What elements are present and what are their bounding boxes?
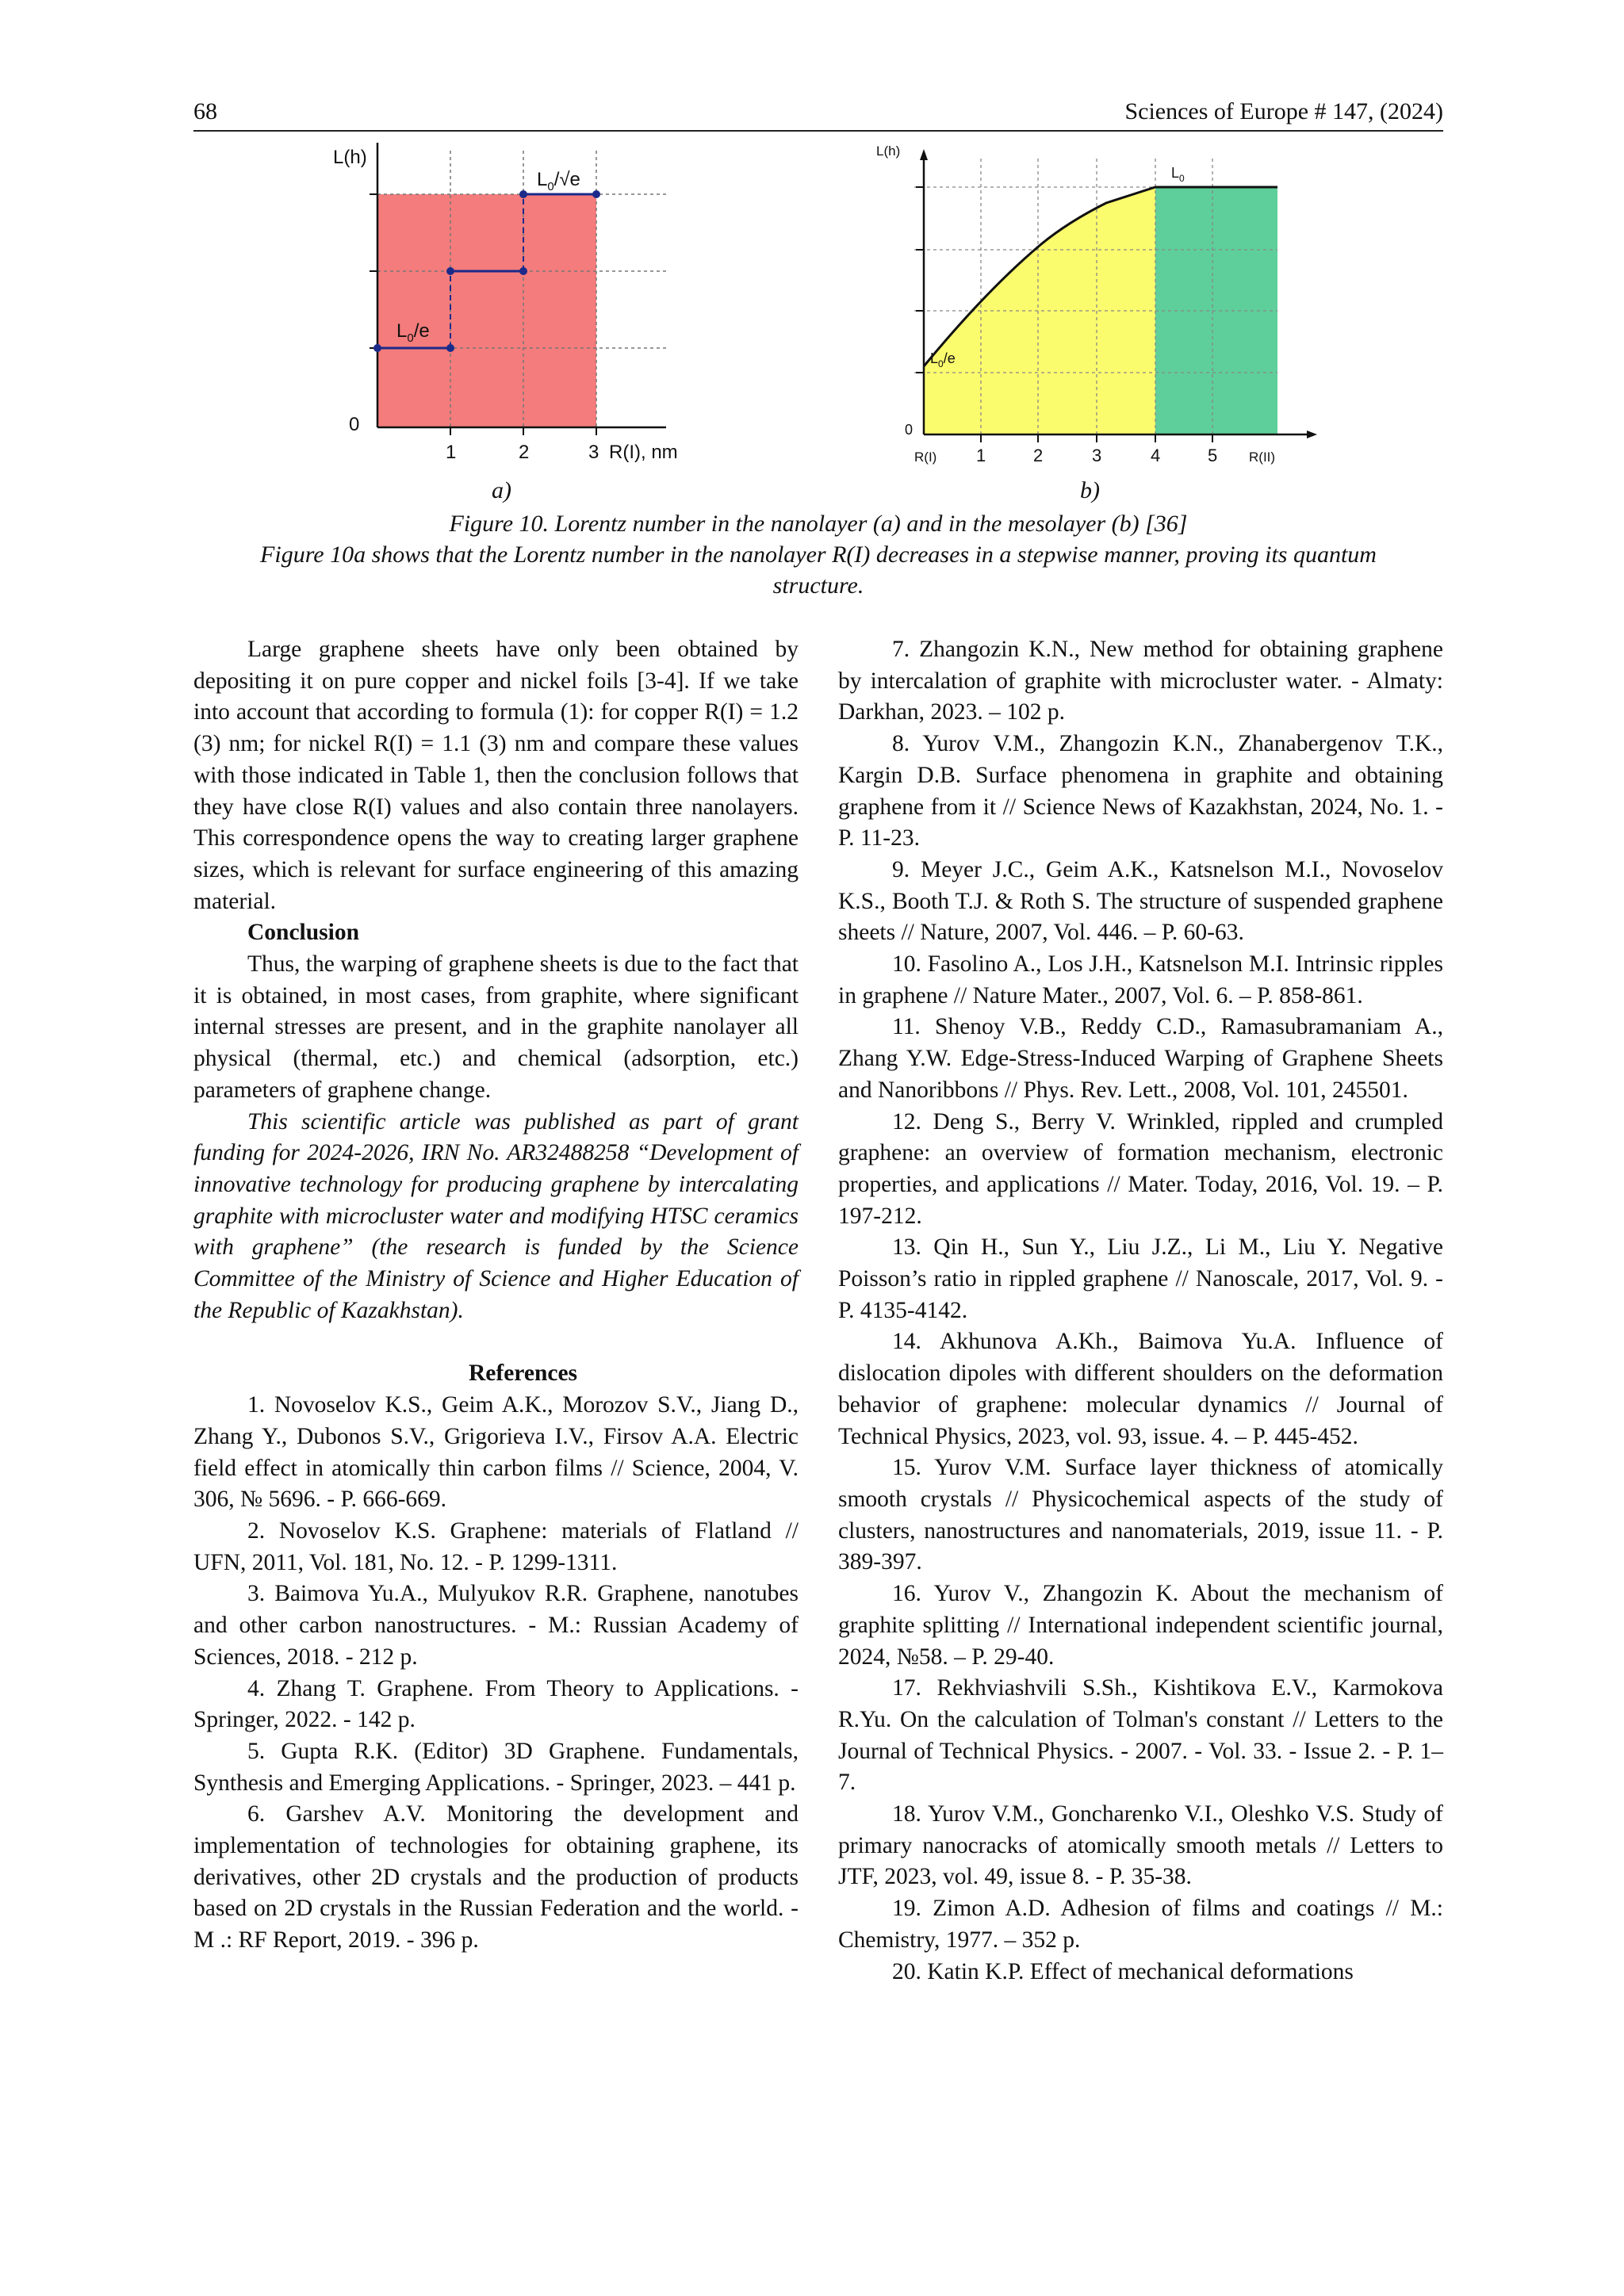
reference-item: 18. Yurov V.M., Goncharenko V.I., Oleshko V.S. Study of primary nanocracks of atomically smooth metals // Letters to JTF, 2023, vol. 49, issue 8. - P. 35-38. xyxy=(838,1801,1443,1890)
svg-text:L(h) xyxy=(333,147,367,168)
fig-b-label-low: $L_0/e$ xyxy=(930,350,956,369)
reference-item: 7. Zhangozin K.N., New method for obtaining graphene by intercalation of graphite with microcluster water. - Almaty: Darkhan, 2023. – 102 p. xyxy=(838,637,1443,725)
paragraph-funding: This scientific article was published as part of grant funding for 2024-2026, IRN No. AR32488258 “Development of innovative technology for producing graphene by intercalating graphite with microcluster water and modifying HTSC ceramics with graphene” (the research is funded by the Science Committee of the Ministry of Science and Higher Education of the Republic of Kazakhstan). xyxy=(193,1108,799,1323)
fig-b-tick-2: 2 xyxy=(1033,446,1044,465)
reference-item: 16. Yurov V., Zhangozin K. About the mechanism of graphite splitting // International independent scientific journal, 2024, №58. – P. 29-40. xyxy=(838,1581,1443,1670)
reference-item: 12. Deng S., Berry V. Wrinkled, rippled and crumpled graphene: an overview of formation mechanism, electronic properties, and applications // Mater. Today, 2016, Vol. 19. – P. 197-212. xyxy=(838,1108,1443,1229)
fig-a-tick-1: 1 xyxy=(446,442,457,463)
left-column xyxy=(193,634,799,1957)
fig-a-label-high: $L_0/√e$ xyxy=(537,169,580,193)
paragraph-1: Large graphene sheets have only been obtained by depositing it on pure copper and nickel foils [3-4]. If we take into account that according to formula (1): for copper R(I) = 1.2 (3) nm; for nickel R(I) = 1.1 (3) nm and compare these values with those indicated in Table 1, then the conclusion follows that they have close R(I) values and also contain three nanolayers. This correspondence opens the way to creating larger graphene sizes, which is relevant for surface engineering of this amazing material. xyxy=(193,637,799,914)
figure-10a-svg xyxy=(317,143,730,476)
journal-title: Sciences of Europe # 147, (2024) xyxy=(1124,98,1443,124)
fig-a-x-axis-label: R(I), nm xyxy=(609,442,678,463)
figure-10b-svg xyxy=(876,143,1320,476)
reference-item: 1. Novoselov K.S., Geim A.K., Morozov S.V., Jiang D., Zhang Y., Dubonos S.V., Grigorieva I.V., Firsov A.A. Electric field effect in atomically thin carbon films // Science, 2004, V. 306, № 5696. - P. 666-669. xyxy=(193,1392,799,1513)
figure-label-b: b) xyxy=(1080,477,1100,503)
reference-item: 6. Garshev A.V. Monitoring the development and implementation of technologies for obtaining graphene, its derivatives, other 2D crystals and the production of products based on 2D crystals in the Russian Federation and the world. - M .: RF Report, 2019. - 396 p. xyxy=(193,1801,799,1954)
fig-a-y-axis-label: L(h) xyxy=(333,147,367,168)
figure-caption xyxy=(193,508,1443,601)
reference-item: 2. Novoselov K.S. Graphene: materials of Flatland // UFN, 2011, Vol. 181, No. 12. - P. 1299-1311. xyxy=(193,1517,799,1575)
figure-label-a: a) xyxy=(492,477,511,503)
conclusion-heading: Conclusion xyxy=(247,920,359,946)
caption-line-1: Figure 10. Lorentz number in the nanolayer (a) and in the mesolayer (b) [36] xyxy=(449,511,1188,537)
fig-a-label-low: $L_0/e$ xyxy=(396,320,430,345)
fig-a-tick-3: 3 xyxy=(588,442,599,463)
paragraph-conclusion: Thus, the warping of graphene sheets is due to the fact that it is obtained, in most cases, from graphite, where significant internal stresses are present, and in the graphite nanolayer all physical (thermal, etc.) and chemical (adsorption, etc.) parameters of graphene change. xyxy=(193,951,799,1103)
reference-item: 13. Qin H., Sun Y., Liu J.Z., Li M., Liu Y. Negative Poisson’s ratio in rippled graphene // Nanoscale, 2017, Vol. 9. - P. 4135-4142. xyxy=(838,1234,1443,1323)
fig-b-x-start-label: R(I) xyxy=(914,450,937,465)
references-list-left xyxy=(193,1390,799,1957)
fig-b-yellow-region xyxy=(924,187,1155,434)
fig-b-zero: 0 xyxy=(905,422,914,438)
reference-item: 19. Zimon A.D. Adhesion of films and coatings // M.: Chemistry, 1977. – 352 p. xyxy=(838,1896,1443,1953)
reference-item: 17. Rekhviashvili S.Sh., Kishtikova E.V., Karmokova R.Yu. On the calculation of Tolman's constant // Letters to the Journal of Technical Physics. - 2007. - Vol. 33. - Issue 2. - P. 1–7. xyxy=(838,1675,1443,1796)
page-header xyxy=(193,95,1443,132)
fig-b-tick-4: 4 xyxy=(1151,446,1161,465)
reference-item: 20. Katin K.P. Effect of mechanical deformations xyxy=(892,1958,1354,1984)
references-heading: References xyxy=(468,1360,578,1387)
figure-10b xyxy=(876,143,1320,476)
reference-item: 11. Shenoy V.B., Reddy C.D., Ramasubramaniam A., Zhang Y.W. Edge-Stress-Induced Warping of Graphene Sheets and Nanoribbons // Phys. Rev. Lett., 2008, Vol. 101, 245501. xyxy=(838,1014,1443,1103)
fig-b-tick-5: 5 xyxy=(1208,446,1218,465)
fig-a-zero: 0 xyxy=(349,414,360,435)
fig-b-x-end-label: R(II) xyxy=(1249,450,1276,465)
reference-item: 8. Yurov V.M., Zhangozin K.N., Zhanabergenov T.K., Kargin D.B. Surface phenomena in graphite and obtaining graphene from it // Science News of Kazakhstan, 2024, No. 1. - P. 11-23. xyxy=(838,731,1443,851)
fig-b-y-axis-label: L(h) xyxy=(876,144,901,159)
reference-item: 15. Yurov V.M. Surface layer thickness of atomically smooth crystals // Physicochemical aspects of the study of clusters, nanostructures and nanomaterials, 2019, issue 11. - P. 389-397. xyxy=(838,1455,1443,1575)
fig-b-tick-3: 3 xyxy=(1092,446,1102,465)
reference-item: 9. Meyer J.C., Geim A.K., Katsnelson M.I., Novoselov K.S., Booth T.J. & Roth S. The structure of suspended graphene sheets // Nature, 2007, Vol. 446. – P. 60-63. xyxy=(838,856,1443,946)
reference-item: 4. Zhang T. Graphene. From Theory to Applications. - Springer, 2022. - 142 p. xyxy=(193,1675,799,1733)
caption-line-2: Figure 10a shows that the Lorentz number in the nanolayer R(I) decreases in a stepwise manner, proving its quantum structure. xyxy=(260,541,1377,599)
figure-10a xyxy=(317,143,730,476)
right-column xyxy=(838,634,1443,1988)
reference-item: 3. Baimova Yu.A., Mulyukov R.R. Graphene, nanotubes and other carbon nanostructures. - M.: Russian Academy of Sciences, 2018. - 212 p. xyxy=(193,1581,799,1670)
fig-b-tick-1: 1 xyxy=(976,446,986,465)
reference-item: 5. Gupta R.K. (Editor) 3D Graphene. Fundamentals, Synthesis and Emerging Applications. - Springer, 2023. – 441 p. xyxy=(193,1738,799,1796)
fig-a-fill xyxy=(377,194,596,427)
fig-a-tick-2: 2 xyxy=(519,442,530,463)
reference-item: 10. Fasolino A., Los J.H., Katsnelson M.I. Intrinsic ripples in graphene // Nature Mater., 2007, Vol. 6. – P. 858-861. xyxy=(838,951,1443,1008)
fig-b-label-top: $L_0$ xyxy=(1171,165,1185,184)
page-number: 68 xyxy=(193,98,217,124)
reference-item: 14. Akhunova A.Kh., Baimova Yu.A. Influence of dislocation dipoles with different shoulders on the deformation behavior of graphene: molecular dynamics // Journal of Technical Physics, 2023, vol. 93, issue. 4. – P. 445-452. xyxy=(838,1329,1443,1449)
